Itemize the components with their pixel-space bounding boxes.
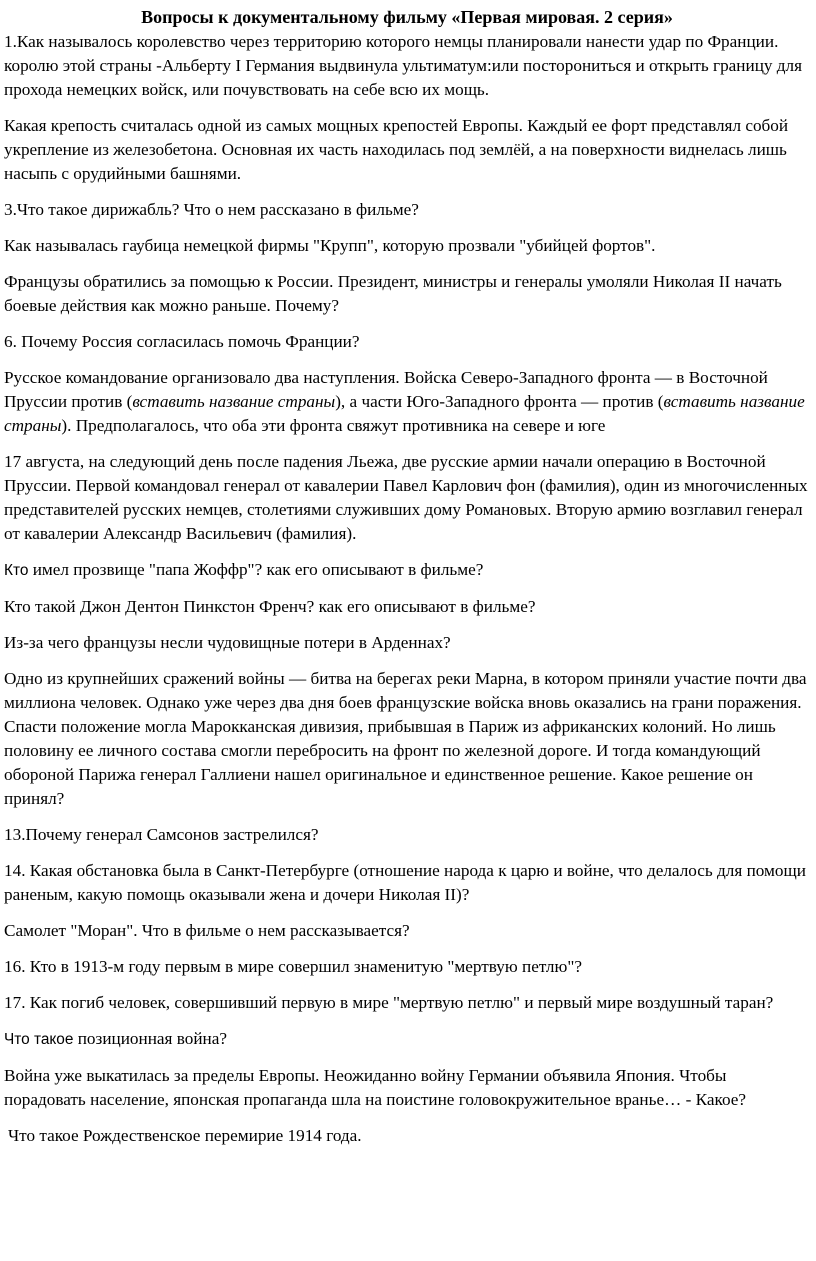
question-1: 1.Как называлось королевство через территорию которого немцы планировали нанести удар по Франции. королю этой страны -Альберту I Германия выдвинула ультиматум:или посторониться и открыть границу для прохода немецких войск, или почувствовать на себе всю их мощь. xyxy=(4,32,803,99)
question-9-lead: Кто xyxy=(4,562,29,579)
question-7-part-2: ), а части Юго-Западного фронта — против ( xyxy=(335,392,664,411)
question-3: 3.Что такое дирижабль? Что о нем рассказано в фильме? xyxy=(4,200,419,219)
question-2: Какая крепость считалась одной из самых мощных крепостей Европы. Каждый ее форт представлял собой укрепление из железобетона. Основная их часть находилась под землёй, а на поверхности виднелась лишь насыпь с орудийными башнями. xyxy=(4,116,789,183)
question-16: 16. Кто в 1913-м году первым в мире совершил знаменитую "мертвую петлю"? xyxy=(4,957,582,976)
question-18 xyxy=(4,1027,810,1052)
document-title: Вопросы к документальному фильму «Первая мировая. 2 серия» xyxy=(141,7,673,27)
question-7-placeholder-1: вставить название страны xyxy=(132,392,336,411)
question-7-part-1: Русское командование организовало два наступления. Войска Северо-Западного фронта — в Восточной Пруссии против ( xyxy=(4,368,768,411)
question-15: Самолет "Моран". Что в фильме о нем рассказывается? xyxy=(4,921,410,940)
question-20: Что такое Рождественское перемирие 1914 года. xyxy=(8,1126,362,1145)
question-18-lead: Что такое xyxy=(4,1031,74,1048)
question-5: Французы обратились за помощью к России. Президент, министры и генералы умоляли Николая II начать боевые действия как можно раньше. Почему? xyxy=(4,272,782,315)
question-11: Из-за чего французы несли чудовищные потери в Арденнах? xyxy=(4,633,451,652)
question-7-part-3: ). Предполагалось, что оба эти фронта свяжут противника на севере и юге xyxy=(61,416,606,435)
question-14: 14. Какая обстановка была в Санкт-Петербурге (отношение народа к царю и войне, что делалось для помощи раненым, какую помощь оказывали жена и дочери Николая II)? xyxy=(4,861,806,904)
question-19: Война уже выкатилась за пределы Европы. Неожиданно войну Германии объявила Япония. Чтобы порадовать население, японская пропаганда шла на поистине головокружительное вранье… - Какое? xyxy=(4,1066,747,1109)
question-12: Одно из крупнейших сражений войны — битва на берегах реки Марна, в котором приняли участие почти два миллиона человек. Однако уже через два дня боев французские войска вновь оказались на грани поражения. Спасти положение могла Марокканская дивизия, прибывшая в Париж из африканских колоний. Но лишь половину ее личного состава смогли перебросить на фронт по железной дороге. И тогда командующий обороной Парижа генерал Галлиени нашел оригинальное и единственное решение. Какое решение он принял? xyxy=(4,669,807,808)
question-9-text: имел прозвище "папа Жоффр"? как его описывают в фильме? xyxy=(28,560,484,579)
question-4: Как называлась гаубица немецкой фирмы "Крупп", которую прозвали "убийцей фортов". xyxy=(4,236,656,255)
question-10: Кто такой Джон Дентон Пинкстон Френч? как его описывают в фильме? xyxy=(4,597,536,616)
question-13: 13.Почему генерал Самсонов застрелился? xyxy=(4,825,319,844)
question-7-placeholder-2: вставить название страны xyxy=(4,392,805,435)
question-17: 17. Как погиб человек, совершивший первую в мире "мертвую петлю" и первый мире воздушный таран? xyxy=(4,993,774,1012)
question-9 xyxy=(4,558,810,583)
question-18-text: позиционная война? xyxy=(73,1029,227,1048)
question-8: 17 августа, на следующий день после падения Льежа, две русские армии начали операцию в Восточной Пруссии. Первой командовал генерал от кавалерии Павел Карлович фон (фамилия), один из многочисленных представителей русских немцев, столетиями служивших дому Романовых. Вторую армию возглавил генерал от кавалерии Александр Васильевич (фамилия). xyxy=(4,452,808,543)
question-6: 6. Почему Россия согласилась помочь Франции? xyxy=(4,332,360,351)
question-7 xyxy=(4,366,810,438)
